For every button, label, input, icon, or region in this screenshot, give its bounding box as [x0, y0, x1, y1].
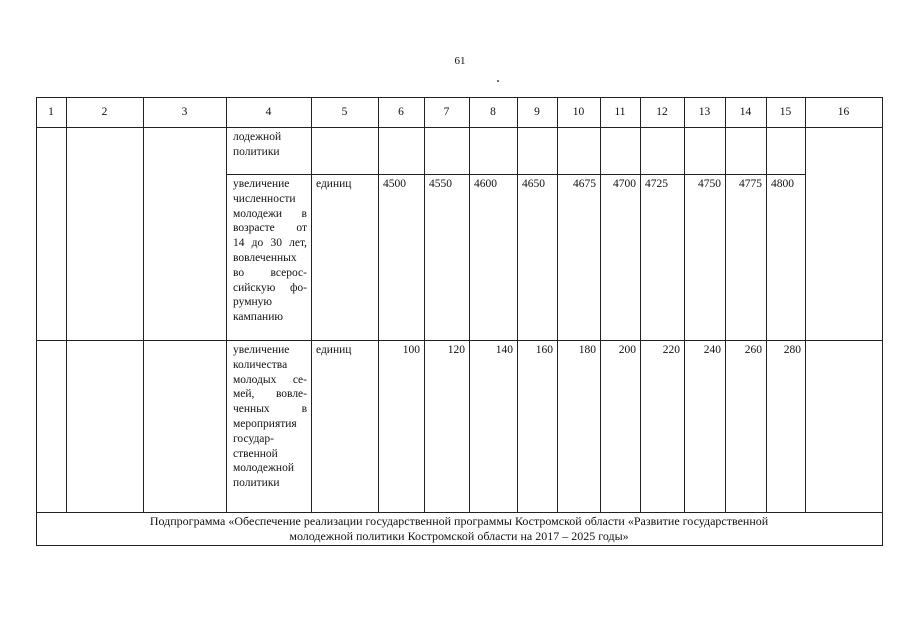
- value-cell: 4725: [645, 178, 668, 190]
- indicator-text-line: румную: [233, 296, 272, 309]
- indicator-cell: [226, 127, 311, 174]
- indicator-text-line: молодых се-: [233, 373, 307, 386]
- value-cell: 200: [618, 344, 636, 356]
- value-cell: 4750: [698, 178, 721, 190]
- indicator-text-line: увеличение: [233, 344, 290, 356]
- indicator-text-line: ченных в: [233, 403, 307, 416]
- indicator-text-line: количества: [233, 358, 288, 371]
- indicator-text-line: лодежной: [233, 131, 282, 143]
- header-cell-13: 13: [698, 106, 711, 118]
- column-divider-15: [805, 97, 806, 513]
- indicator-cell: [226, 340, 311, 512]
- indicator-text-line: увеличение: [233, 178, 290, 190]
- value-cell: 120: [447, 344, 465, 356]
- header-bottom-border: [36, 127, 883, 128]
- header-cell-16: 16: [837, 106, 850, 118]
- indicator-text-line: молодежи в: [233, 207, 307, 220]
- value-cell: 4775: [739, 178, 762, 190]
- header-cell-7: 7: [443, 106, 450, 118]
- value-cell: 4675: [573, 178, 596, 190]
- header-cell-5: 5: [341, 106, 348, 118]
- header-cell-2: 2: [101, 106, 108, 118]
- value-cell: 4700: [613, 178, 636, 190]
- indicator-text-line: ственной: [233, 447, 278, 460]
- value-cell: 4550: [429, 178, 452, 190]
- header-cell-8: 8: [490, 106, 496, 118]
- value-cell: 100: [402, 344, 420, 356]
- header-cell-12: 12: [656, 106, 668, 118]
- indicator-text-line: сийскую фо-: [233, 281, 307, 294]
- unit-cell: единиц: [316, 178, 352, 190]
- header-cell-3: 3: [181, 106, 188, 118]
- value-cell: 280: [783, 344, 801, 356]
- subprogram-title: [36, 512, 882, 545]
- table-bottom-border: [36, 545, 883, 546]
- value-cell: 4600: [474, 178, 497, 190]
- column-divider-2: [143, 97, 144, 513]
- indicator-text-line: политики: [233, 145, 280, 158]
- indicator-text-line: вовлеченных: [233, 251, 297, 264]
- table-left-border: [36, 97, 37, 546]
- indicator-text-line: государ-: [233, 432, 274, 445]
- column-divider-1: [66, 97, 67, 513]
- header-cell-14: 14: [739, 106, 752, 118]
- header-cell-9: 9: [534, 106, 540, 118]
- table-right-border: [882, 97, 883, 546]
- indicator-text-line: молодежной: [233, 462, 294, 475]
- header-cell-15: 15: [779, 106, 792, 118]
- value-cell: 260: [744, 344, 762, 356]
- value-cell: 160: [535, 344, 553, 356]
- indicator-text-line: во всерос-: [233, 266, 307, 279]
- indicator-text-line: возрасте от: [233, 222, 307, 235]
- indicator-text-line: мей, вовле-: [233, 388, 307, 401]
- indicator-text-line: кампанию: [233, 311, 283, 324]
- value-cell: 4500: [383, 178, 406, 190]
- subprogram-title-line: Подпрограмма «Обеспечение реализации государственной программы Костромской области «Развитие государственной: [149, 514, 769, 528]
- indicator-text-line: численности: [233, 192, 296, 205]
- header-cell-11: 11: [614, 106, 626, 118]
- header-cell-10: 10: [572, 106, 585, 118]
- value-cell: 140: [495, 344, 513, 356]
- value-cell: 240: [703, 344, 721, 356]
- header-cell-6: 6: [398, 106, 404, 118]
- indicator-cell: [226, 174, 311, 340]
- value-cell: 220: [662, 344, 680, 356]
- indicator-text-line: 14 до 30 лет,: [233, 237, 307, 250]
- value-cell: 4800: [771, 178, 794, 190]
- indicator-text-line: мероприятия: [233, 417, 297, 430]
- header-cell-1: 1: [48, 106, 54, 118]
- header-cell-4: 4: [265, 106, 272, 118]
- value-cell: 180: [578, 344, 596, 356]
- unit-cell: единиц: [316, 344, 352, 356]
- page-number: 61: [454, 55, 466, 67]
- indicator-text-line: политики: [233, 477, 280, 490]
- subprogram-title-line: молодежной политики Костромской области на 2017 – 2025 годы»: [289, 529, 629, 543]
- value-cell: 4650: [522, 178, 545, 190]
